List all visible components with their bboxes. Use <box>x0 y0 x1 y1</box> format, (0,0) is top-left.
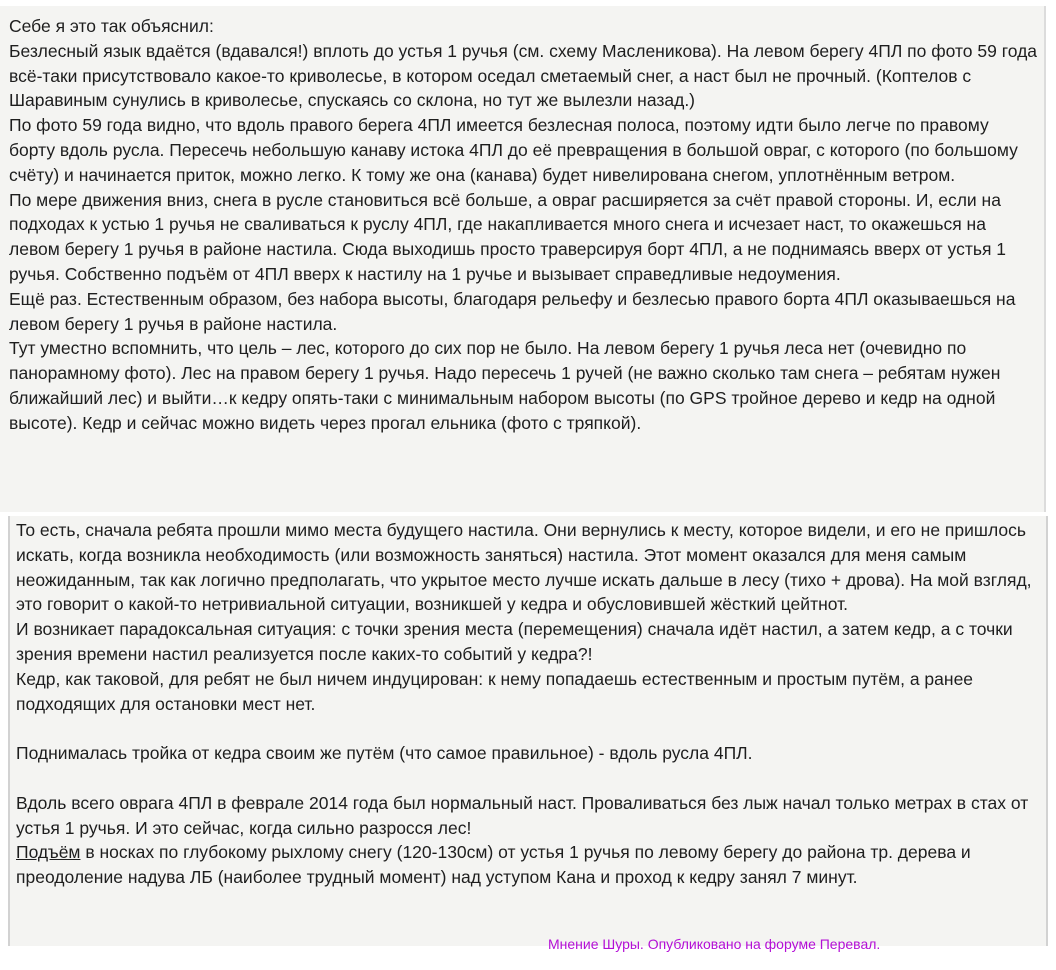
paragraph-spacer <box>16 766 1042 791</box>
source-caption: Мнение Шуры. Опубликовано на форуме Перевал. <box>548 936 881 952</box>
post-paragraph: Безлесный язык вдаётся (вдавался!) вплоть до устья 1 ручья (см. схему Масленикова). На левом берегу 4ПЛ по фото 59 года всё-таки присутствовало какое-то криволесье, в котором оседал сметаемый снег, а наст был не прочный. (Коптелов с Шаравиным сунулись в криволесье, спускаясь со склона, но тут же вылезли назад.) <box>9 40 1038 111</box>
paragraph-spacer <box>16 716 1042 741</box>
post-paragraph: Кедр, как таковой, для ребят не был ничем индуцирован: к нему попадаешь естественным и простым путём, а ранее подходящих для остановки мест нет. <box>16 668 974 714</box>
post-paragraph <box>16 840 1042 890</box>
post-paragraph: То есть, сначала ребята прошли мимо места будущего настила. Они вернулись к месту, которое видели, и его не пришлось искать, когда возникла необходимость (или возможность заняться) настила. Этот момент оказался для меня самым неожиданным, так как логично предполагать, что укрытое место лучше искать дальше в лесу (тихо + дрова). На мой взгляд, это говорит о какой-то нетривиальной ситуации, возникшей у кедра и обусловившей жёсткий цейтнот. <box>16 520 1032 615</box>
paragraph-text: в носках по глубокому рыхлому снегу (120-130см) от устья 1 ручья по левому берегу до района тр. дерева и преодоление надува ЛБ (наиболее трудный момент) над уступом Кана и проход к кедру занял 7 минут. <box>16 842 971 888</box>
post-paragraph: Вдоль всего оврага 4ПЛ в феврале 2014 года был нормальный наст. Проваливаться без лыж начал только метрах в стах от устья 1 ручья. И это сейчас, когда сильно разросся лес! <box>16 792 1029 838</box>
underlined-word: Подъём <box>16 842 81 863</box>
forum-post-1 <box>0 6 1046 512</box>
post-paragraph: Тут уместно вспомнить, что цель – лес, которого до сих пор не было. На левом берегу 1 ручья леса нет (очевидно по панорамному фото). Лес на правом берегу 1 ручья. Надо пересечь 1 ручей (не важно сколько там снега – ребятам нужен ближайший лес) и выйти…к кедру опять-таки с минимальным набором высоты (по GPS тройное дерево и кедр на одной высоте). Кедр и сейчас можно видеть через прогал ельника (фото с тряпкой). <box>9 338 1001 433</box>
post-paragraph: По мере движения вниз, снега в русле становиться всё больше, а овраг расширяется за счёт правой стороны. И, если на подходах к устью 1 ручья не сваливаться к руслу 4ПЛ, где накапливается много снега и исчезает наст, то окажешься на левом берегу 1 ручья в районе настила. Сюда выходишь просто траверсируя борт 4ПЛ, а не поднимаясь вверх от устья 1 ручья. Собственно подъём от 4ПЛ вверх к настилу на 1 ручье и вызывает справедливые недоумения. <box>9 189 1007 284</box>
post-paragraph: Себе я это так объяснил: <box>9 16 214 36</box>
post-paragraph: И возникает парадоксальная ситуация: с точки зрения места (перемещения) сначала идёт настил, а затем кедр, а с точки зрения времени настил реализуется после каких-то событий у кедра?! <box>16 619 1013 664</box>
forum-post-2 <box>8 516 1048 946</box>
post-paragraph: Ещё раз. Естественным образом, без набора высоты, благодаря рельефу и безлесью правого борта 4ПЛ оказываешься на левом берегу 1 ручья в районе настила. <box>9 288 1016 334</box>
post-paragraph: Поднималась тройка от кедра своим же путём (что самое правильное) - вдоль русла 4ПЛ. <box>16 743 753 764</box>
post-paragraph: По фото 59 года видно, что вдоль правого берега 4ПЛ имеется безлесная полоса, поэтому идти было легче по правому борту вдоль русла. Пересечь небольшую канаву истока 4ПЛ до её превращения в большой овраг, с которого (по большому счёту) и начинается приток, можно легко. К тому же она (канава) будет нивелирована снегом, уплотнённым ветром. <box>9 115 1018 185</box>
